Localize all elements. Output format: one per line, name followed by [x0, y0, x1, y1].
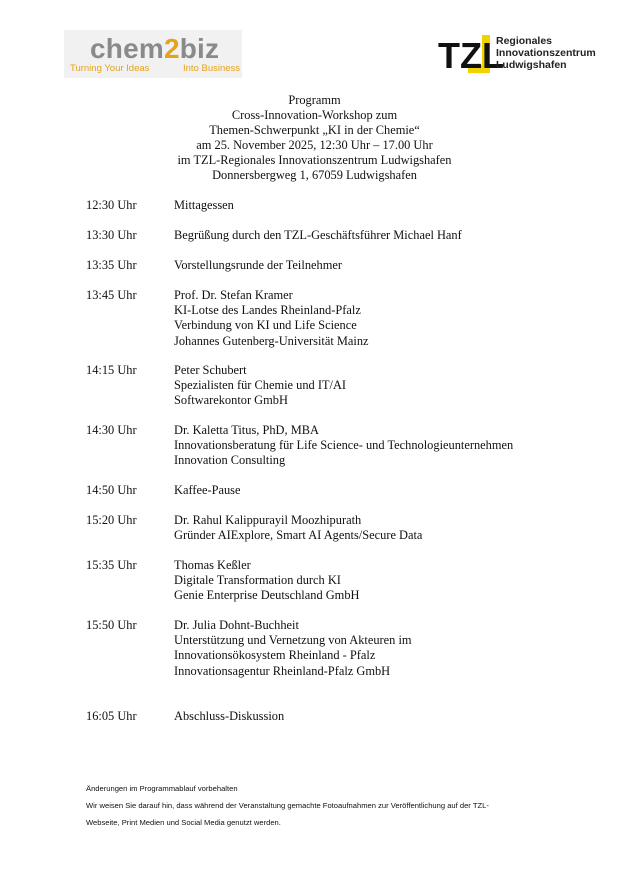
schedule-text: Dr. Kaletta Titus, PhD, MBA — [174, 423, 319, 437]
schedule-text: Vorstellungsrunde der Teilnehmer — [174, 258, 342, 272]
schedule-text: Innovationsberatung für Life Science- und Technologieunternehmen — [174, 438, 514, 453]
schedule-time: 14:30 Uhr — [86, 423, 137, 437]
tzl-line-2: Innovationszentrum — [496, 47, 596, 59]
schedule-time: 12:30 Uhr — [86, 198, 137, 212]
schedule-text: Innovationsagentur Rheinland-Pfalz GmbH — [174, 663, 391, 678]
tzl-line-3: Ludwigshafen — [496, 59, 567, 71]
chem2biz-wordmark: chem2biz — [90, 33, 220, 64]
schedule-text: Johannes Gutenberg-Universität Mainz — [174, 333, 369, 348]
chem2biz-tagline-left: Turning Your Ideas — [70, 63, 150, 74]
schedule-time: 15:50 Uhr — [86, 618, 137, 632]
schedule-time: 15:35 Uhr — [86, 558, 137, 572]
schedule-time: 15:20 Uhr — [86, 513, 137, 527]
tzl-mark-text: TZL — [438, 35, 504, 76]
schedule-text: Dr. Julia Dohnt-Buchheit — [174, 618, 299, 632]
tzl-line-1: Regionales — [496, 35, 553, 47]
schedule-time: 13:45 Uhr — [86, 288, 137, 302]
schedule-time: 16:05 Uhr — [86, 709, 137, 723]
footer-photo-notice-1: Wir weisen Sie darauf hin, dass während der Veranstaltung gemachte Fotoaufnahmen zur Veröffentlichung auf der TZL- — [86, 801, 489, 810]
tzl-logo — [438, 33, 596, 76]
header-title: Programm — [288, 93, 341, 107]
schedule-text: Innovationsökosystem Rheinland - Pfalz — [174, 648, 376, 663]
schedule-text: Softwarekontor GmbH — [174, 393, 288, 408]
schedule-time: 14:15 Uhr — [86, 363, 137, 377]
schedule-text: KI-Lotse des Landes Rheinland-Pfalz — [174, 303, 361, 318]
header-line-4: am 25. November 2025, 12:30 Uhr – 17.00 Uhr — [196, 138, 433, 152]
schedule-text: Thomas Keßler — [174, 558, 251, 572]
schedule-text: Kaffee-Pause — [174, 483, 241, 497]
tzl-mark-icon — [438, 35, 504, 76]
header-line-5: im TZL-Regionales Innovationszentrum Ludwigshafen — [177, 153, 452, 167]
schedule-text: Dr. Rahul Kalippurayil Moozhipurath — [174, 513, 362, 527]
schedule-time: 14:50 Uhr — [86, 483, 137, 497]
schedule-text: Peter Schubert — [174, 363, 247, 377]
schedule-text: Unterstützung und Vernetzung von Akteuren im — [174, 633, 412, 648]
schedule-text: Innovation Consulting — [174, 453, 286, 468]
schedule-text: Abschluss-Diskussion — [174, 709, 285, 723]
schedule-text: Prof. Dr. Stefan Kramer — [174, 288, 293, 302]
schedule-time: 13:30 Uhr — [86, 228, 137, 242]
schedule-text: Digitale Transformation durch KI — [174, 573, 341, 588]
schedule-text: Gründer AIExplore, Smart AI Agents/Secure Data — [174, 528, 423, 543]
schedule-time: 13:35 Uhr — [86, 258, 137, 272]
schedule-text: Begrüßung durch den TZL-Geschäftsführer Michael Hanf — [174, 228, 462, 242]
chem2biz-logo — [64, 30, 242, 78]
header-line-6: Donnersbergweg 1, 67059 Ludwigshafen — [212, 168, 417, 182]
chem2biz-tagline-right: Into Business — [183, 63, 241, 74]
header-line-2: Cross-Innovation-Workshop zum — [231, 108, 398, 122]
header-line-3: Themen-Schwerpunkt „KI in der Chemie“ — [209, 123, 420, 137]
schedule-text: Mittagessen — [174, 198, 234, 212]
schedule-text: Verbindung von KI und Life Science — [174, 318, 357, 333]
schedule-text: Genie Enterprise Deutschland GmbH — [174, 588, 360, 603]
footer-note: Änderungen im Programmablauf vorbehalten — [86, 784, 238, 793]
schedule-text: Spezialisten für Chemie und IT/AI — [174, 378, 347, 393]
footer-photo-notice-2: Webseite, Print Medien und Social Media genutzt werden. — [86, 818, 281, 827]
